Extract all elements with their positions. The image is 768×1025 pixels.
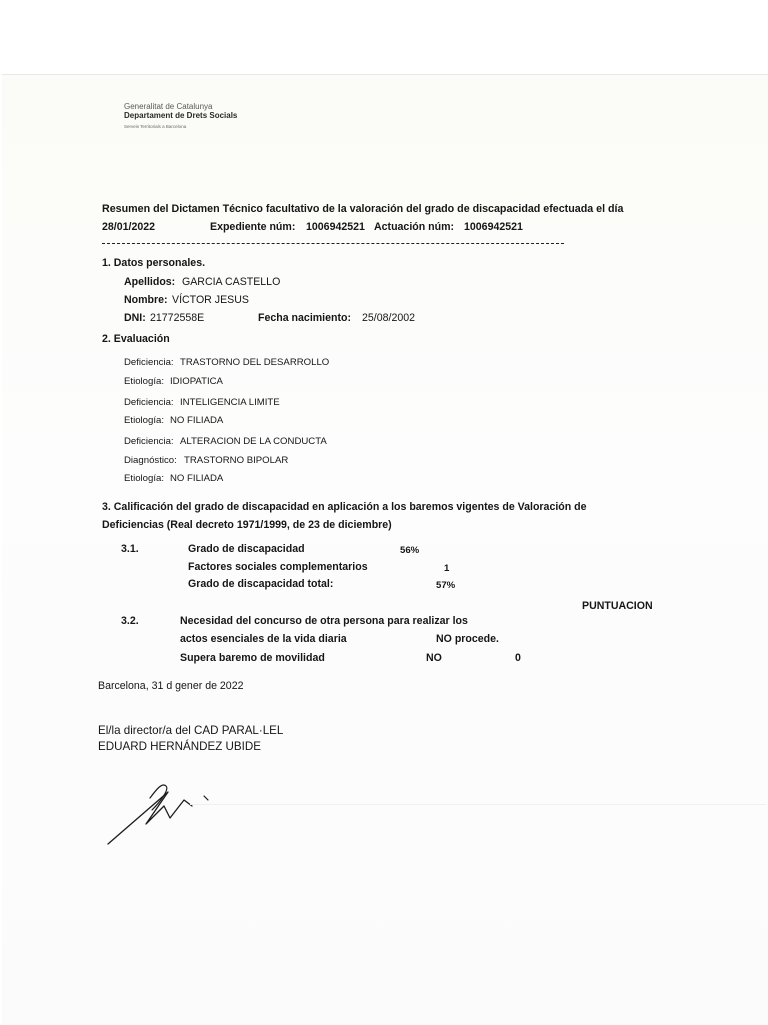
grado-label: Grado de discapacidad (188, 543, 305, 555)
section-3-2-number: 3.2. (121, 615, 139, 627)
factores-value: 1 (444, 563, 450, 574)
evaluation-label: Deficiencia: (124, 357, 174, 368)
necesidad-label: Necesidad del concurso de otra persona para realizar los (180, 615, 468, 627)
necesidad-value: NO procede. (436, 633, 499, 645)
document-page (2, 74, 768, 1025)
paper-fold-line (190, 804, 766, 805)
dni-value: 21772558E (150, 312, 205, 324)
evaluation-label: Etiología: (124, 415, 165, 426)
dashed-separator (102, 243, 564, 244)
department-name: Departament de Drets Socials (124, 111, 238, 120)
evaluation-value: TRASTORNO DEL DESARROLLO (180, 357, 330, 368)
evaluation-value: INTELIGENCIA LIMITE (180, 397, 280, 408)
evaluation-label: Etiología: (124, 473, 165, 484)
grado-total-value: 57% (436, 580, 456, 591)
section-3-1-number: 3.1. (121, 543, 139, 555)
actuacion-number: 1006942521 (464, 221, 523, 233)
grado-total-label: Grado de discapacidad total: (188, 578, 334, 590)
section-1-heading: 1. Datos personales. (102, 257, 206, 269)
expediente-number: 1006942521 (306, 221, 365, 233)
document-title: Resumen del Dictamen Técnico facultativo de la valoración del grado de discapacidad efectuada el día (102, 203, 624, 215)
movilidad-score: 0 (515, 652, 521, 664)
movilidad-label: Supera baremo de movilidad (180, 652, 325, 664)
evaluation-value: TRASTORNO BIPOLAR (184, 455, 289, 466)
section-3-subheading: Deficiencias (Real decreto 1971/1999, de 23 de diciembre) (102, 519, 392, 531)
handwritten-signature (100, 752, 220, 852)
signer-name: EDUARD HERNÁNDEZ UBIDE (98, 740, 261, 753)
evaluation-value: NO FILIADA (170, 473, 224, 484)
apellidos-value: GARCIA CASTELLO (182, 276, 281, 288)
evaluation-label: Deficiencia: (124, 397, 174, 408)
institution-name: Generalitat de Catalunya (124, 102, 213, 111)
signer-role: El/la director/a del CAD PARAL·LEL (98, 724, 284, 737)
evaluation-label: Etiología: (124, 376, 165, 387)
actuacion-label: Actuación núm: (374, 221, 455, 233)
department-subunit: Serveis Territorials a Barcelona (124, 124, 187, 129)
evaluation-value: ALTERACION DE LA CONDUCTA (180, 436, 327, 447)
place-date: Barcelona, 31 d gener de 2022 (98, 680, 244, 692)
factores-label: Factores sociales complementarios (188, 561, 368, 573)
nombre-value: VÍCTOR JESUS (172, 294, 249, 306)
dni-label: DNI: (124, 312, 146, 324)
expediente-label: Expediente núm: (210, 221, 296, 233)
evaluation-value: IDIOPATICA (170, 376, 223, 387)
fecha-nacimiento-value: 25/08/2002 (362, 312, 416, 324)
fecha-nacimiento-label: Fecha nacimiento: (258, 312, 352, 324)
nombre-label: Nombre: (124, 294, 168, 306)
evaluation-value: NO FILIADA (170, 415, 224, 426)
evaluation-label: Diagnóstico: (124, 455, 177, 466)
grado-value: 56% (400, 545, 420, 556)
movilidad-value: NO (426, 652, 442, 664)
necesidad-label-cont: actos esenciales de la vida diaria (180, 633, 347, 645)
section-3-heading: 3. Calificación del grado de discapacidad en aplicación a los baremos vigentes de Valoración de (102, 501, 587, 513)
puntuacion-header: PUNTUACION (582, 600, 653, 612)
evaluation-label: Deficiencia: (124, 436, 174, 447)
section-2-heading: 2. Evaluación (102, 333, 170, 345)
apellidos-label: Apellidos: (124, 276, 176, 288)
valuation-date: 28/01/2022 (102, 221, 156, 233)
